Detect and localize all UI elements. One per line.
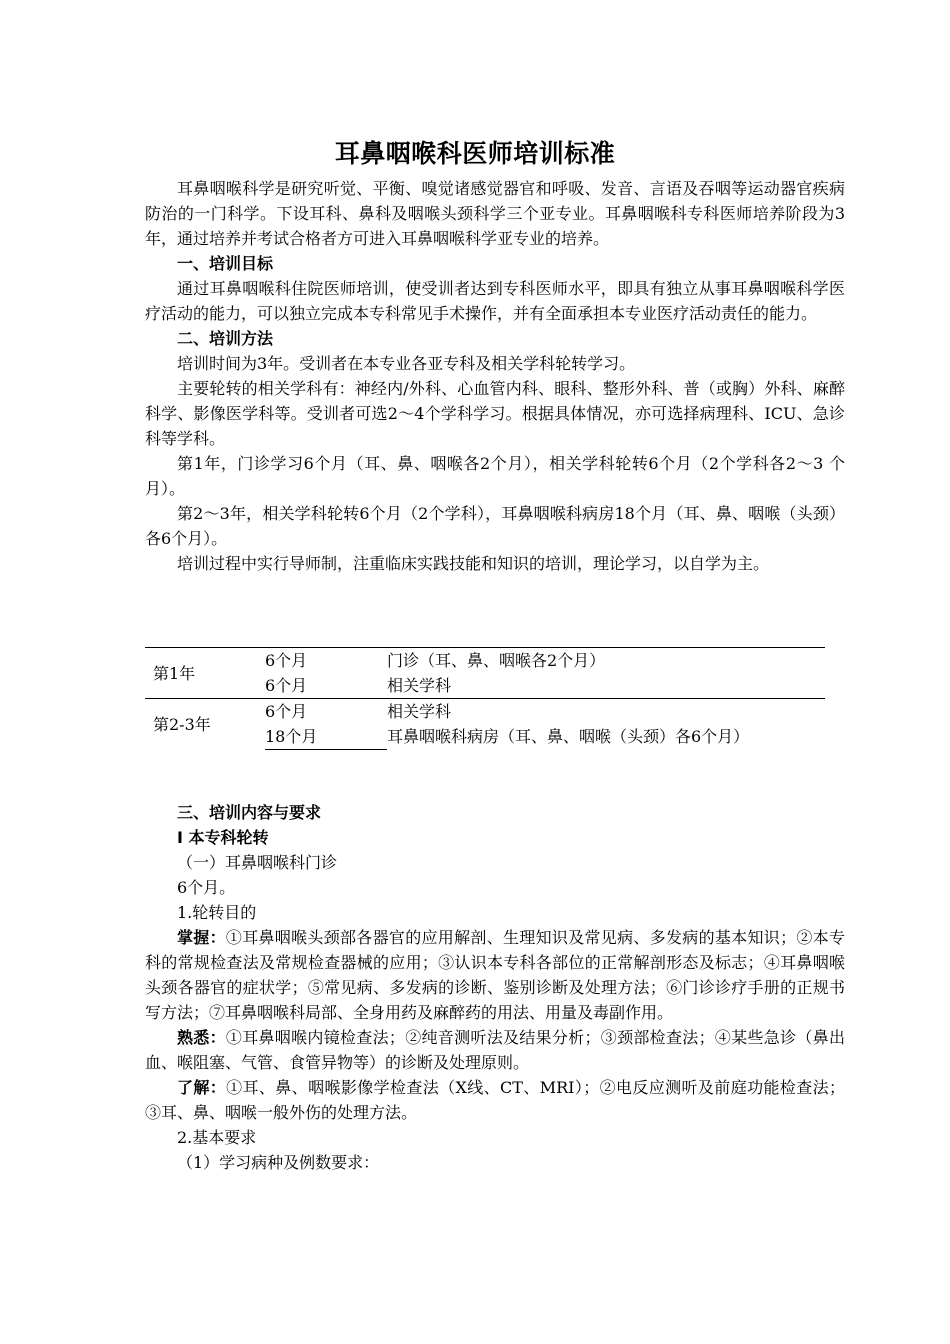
master-label: 掌握： bbox=[177, 928, 226, 947]
year1-content-2: 相关学科 bbox=[387, 676, 452, 695]
section2-paragraph-5: 培训过程中实行导师制，注重临床实践技能和知识的培训，理论学习，以自学为主。 bbox=[177, 554, 770, 573]
intro-block bbox=[145, 176, 845, 576]
outpatient-heading: （一）耳鼻咽喉科门诊 bbox=[177, 853, 338, 872]
year1-label: 第1年 bbox=[145, 648, 265, 699]
table-row bbox=[145, 648, 825, 674]
understand-text: ①耳、鼻、咽喉影像学检查法（X线、CT、MRI）；②电反应测听及前庭功能检查法；③耳、鼻、咽喉一般外伤的处理方法。 bbox=[145, 1078, 845, 1122]
year1-content-1: 门诊（耳、鼻、咽喉各2个月） bbox=[387, 648, 825, 674]
year23-content-2: 耳鼻咽喉科病房（耳、鼻、咽喉（头颈）各6个月） bbox=[387, 727, 750, 746]
year1-duration-2: 6个月 bbox=[265, 676, 308, 695]
basic-requirements-heading: 2.基本要求 bbox=[177, 1128, 257, 1147]
section2-paragraph-4: 第2～3年，相关学科轮转6个月（2个学科），耳鼻咽喉科病房18个月（耳、鼻、咽喉（头颈）各6个月）。 bbox=[145, 504, 845, 548]
year23-duration-2: 18个月 bbox=[265, 727, 318, 746]
schedule-table bbox=[145, 647, 825, 750]
section3-block bbox=[145, 800, 845, 1175]
section3-subheading: Ⅰ 本专科轮转 bbox=[177, 828, 269, 847]
section1-heading: 一、培训目标 bbox=[177, 254, 274, 273]
understand-paragraph bbox=[145, 1075, 845, 1125]
intro-paragraph: 耳鼻咽喉科学是研究听觉、平衡、嗅觉诸感觉器官和呼吸、发音、言语及吞咽等运动器官疾病防治的一门科学。下设耳科、鼻科及咽喉头颈科学三个亚专业。耳鼻咽喉科专科医师培养阶段为3年，通过培养并考试合格者方可进入耳鼻咽喉科学亚专业的培养。 bbox=[145, 179, 845, 248]
year23-content-1: 相关学科 bbox=[387, 699, 825, 725]
year23-duration-1: 6个月 bbox=[265, 699, 387, 725]
section2-paragraph-1: 培训时间为3年。受训者在本专业各亚专科及相关学科轮转学习。 bbox=[177, 354, 636, 373]
page-title: 耳鼻咽喉科医师培训标准 bbox=[334, 139, 616, 168]
section2-heading: 二、培训方法 bbox=[177, 329, 274, 348]
year23-label: 第2-3年 bbox=[145, 699, 265, 750]
year1-duration-1: 6个月 bbox=[265, 648, 387, 674]
section2-paragraph-3: 第1年，门诊学习6个月（耳、鼻、咽喉各2个月），相关学科轮转6个月（2个学科各2～3 个月）。 bbox=[145, 454, 845, 498]
understand-label: 了解： bbox=[177, 1078, 227, 1097]
table-row bbox=[145, 699, 825, 725]
outpatient-duration: 6个月。 bbox=[177, 878, 236, 897]
section3-heading: 三、培训内容与要求 bbox=[177, 803, 322, 822]
familiar-paragraph bbox=[145, 1025, 845, 1075]
rotation-goal-heading: 1.轮转目的 bbox=[177, 903, 257, 922]
master-text: ①耳鼻咽喉头颈部各器官的应用解剖、生理知识及常见病、多发病的基本知识；②本专科的常规检查法及常规检查器械的应用；③认识本专科各部位的正常解剖形态及标志；④耳鼻咽喉头颈各器官的症状学；⑤常见病、多发病的诊断、鉴别诊断及处理方法；⑥门诊诊疗手册的正规书写方法；⑦耳鼻咽喉科局部、全身用药及麻醉药的用法、用量及毒副作用。 bbox=[145, 928, 845, 1022]
familiar-text: ①耳鼻咽喉内镜检查法；②纯音测听法及结果分析；③颈部检查法；④某些急诊（鼻出血、喉阻塞、气管、食管异物等）的诊断及处理原则。 bbox=[145, 1028, 845, 1072]
section1-paragraph: 通过耳鼻咽喉科住院医师培训，使受训者达到专科医师水平，即具有独立从事耳鼻咽喉科学医疗活动的能力，可以独立完成本专科常见手术操作，并有全面承担本专业医疗活动责任的能力。 bbox=[145, 279, 845, 323]
master-paragraph bbox=[145, 925, 845, 1025]
section2-paragraph-2: 主要轮转的相关学科有：神经内/外科、心血管内科、眼科、整形外科、普（或胸）外科、麻醉科学、影像医学科等。受训者可选2～4个学科学习。根据具体情况，亦可选择病理科、ICU、急诊科等学科。 bbox=[145, 379, 845, 448]
basic-requirements-sub: （1）学习病种及例数要求： bbox=[177, 1153, 380, 1172]
familiar-label: 熟悉： bbox=[177, 1028, 226, 1047]
